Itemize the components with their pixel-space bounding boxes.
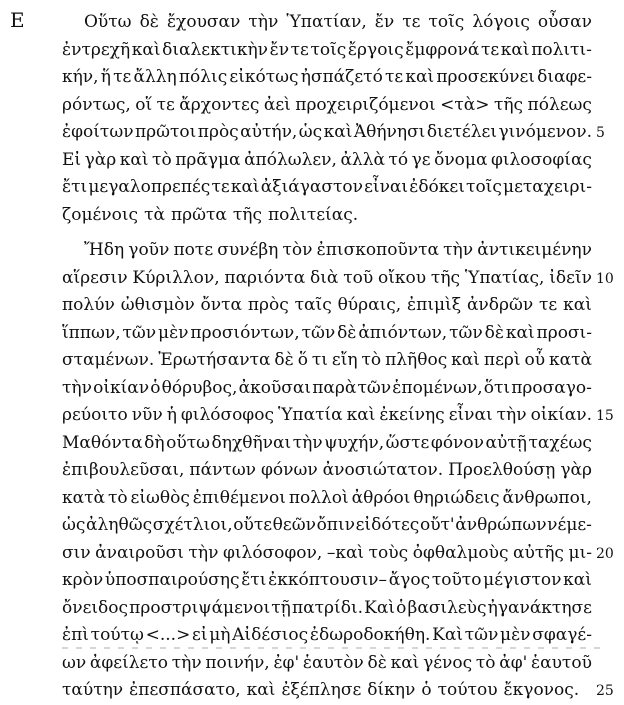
text-line: ρόντως, οἵ τε ἄρχοντες ἀεὶ προχειριζόμενοι <τὰ> τῆς πόλεως — [62, 94, 592, 115]
text-body — [62, 9, 592, 705]
text-line: Εἰ γὰρ καὶ τὸ πρᾶγμα ἀπόλωλεν, ἀλλὰ τό γε ὄνομα φιλοσοφίας — [62, 149, 592, 170]
text-line: κατὰ τὸ εἰωθὸς ἐπιθέμενοι πολλοὶ ἀθρόοι θηριώδεις ἄνθρωποι, — [62, 487, 592, 508]
text-line: πολύν ὠθισμὸν ὄντα πρὸς ταῖς θύραις, ἐπιμὶξ ἀνδρῶν τε καὶ — [62, 295, 592, 315]
text-line: ων ἀφείλετο τὴν ποινήν, ἐφ' ἑαυτὸν δὲ καὶ γένος τὸ ἀφ' ἑαυτοῦ — [62, 652, 592, 673]
text-line: κρὸν ὑποσπαιρούσης ἔτι ἐκκόπτουσιν– ἄγος τοῦτο μέγιστον καὶ — [62, 570, 592, 590]
text-line: ταύτην ἐπεσπάσατο, καὶ ἐξέπλησε δίκην ὁ τούτου ἔκγονος. — [62, 680, 580, 700]
line-number: 15 — [596, 408, 614, 424]
text-line: ρεύοιτο νῦν ἡ φιλόσοφος Ὑπατία καὶ ἐκείνης εἶναι τὴν οἰκίαν. — [62, 405, 592, 425]
text-line: σταμένων. Ἐρωτήσαντα δὲ ὅ τι εἴη τὸ πλῆθος καὶ περὶ οὗ κατὰ — [62, 350, 592, 370]
text-line: Ἤδη γοῦν ποτε συνέβη τὸν ἐπισκοποῦντα τὴν ἀντικειμένην — [84, 240, 592, 260]
text-line: κήν, ἥ τε ἄλλη πόλις εἰκότως ἠσπάζετό τε καὶ προσεκύνει διαφε- — [62, 67, 592, 87]
text-line: ἐντρεχῆ καὶ διαλεκτικὴν ἔν τε τοῖς ἔργοις ἔμφρονά τε καὶ πολιτι- — [62, 39, 592, 60]
line-number: 20 — [596, 545, 614, 562]
text-line: Μαθόντα δὴ οὕτω δηχθῆναι τὴν ψυχήν, ὥστε φόνον αὐτῇ ταχέως — [62, 432, 592, 453]
text-line: ὡς ἀληθῶς σχέτλιοι, οὔτε θεῶν ὄπιν εἰδότες οὔτ' ἀνθρώπων νέμε- — [62, 515, 592, 535]
text-line: ὄνειδος προστριψάμενοι τῇ πατρίδι. Καὶ ὁ βασιλεὺς ἠγανάκτησε — [62, 597, 592, 618]
text-line: ζομένοις τὰ πρῶτα τῆς πολιτείας. — [62, 204, 359, 225]
line-number: 10 — [596, 270, 614, 287]
line-number: 25 — [596, 683, 614, 699]
text-line: ἔτι μεγαλοπρεπές τε καὶ ἀξιάγαστον εἶναι ἐδόκει τοῖς μεταχειρι- — [62, 177, 592, 197]
text-line: ἵππων, τῶν μὲν προσιόντων, τῶν δὲ ἀπιόντων, τῶν δὲ καὶ προσι- — [62, 322, 592, 343]
section-letter: E — [10, 8, 25, 32]
paragraph-gap — [62, 229, 592, 237]
text-line: ἐφοίτων πρῶτοι πρὸς αὐτήν, ὡς καὶ Ἀθήνησι διετέλει γινόμενον. — [62, 122, 592, 142]
text-line: Οὕτω δὲ ἔχουσαν τὴν Ὑπατίαν, ἔν τε τοῖς λόγοις οὖσαν — [84, 12, 592, 32]
text-line: αἵρεσιν Κύριλλον, παριόντα διὰ τοῦ οἴκου τῆς Ὑπατίας, ἰδεῖν — [62, 267, 592, 288]
text-line: σιν ἀναιροῦσι τὴν φιλόσοφον, –καὶ τοὺς ὀφθαλμοὺς αὐτῆς μι- — [62, 542, 592, 563]
cut-off-next-line — [62, 644, 602, 651]
text-line: ἐπὶ τούτῳ <...> εἰ μὴ Αἰδέσιος ἐδωροδοκήθη. Καὶ τῶν μὲν σφαγέ- — [62, 625, 592, 645]
text-line: ἐπιβουλεῦσαι, πάντων φόνων ἀνοσιώτατον. Προελθούσῃ γὰρ — [62, 460, 592, 480]
line-number: 5 — [596, 125, 605, 141]
text-line: τὴν οἰκίαν ὁ θόρυβος, ἀκοῦσαι παρὰ τῶν ἑπομένων, ὅτι προσαγο- — [62, 377, 592, 398]
